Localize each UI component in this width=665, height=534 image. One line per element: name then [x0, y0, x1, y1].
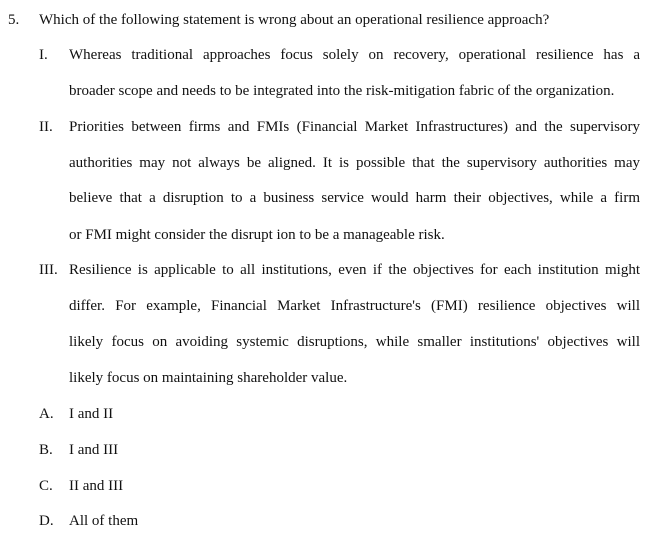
question-number: 5. [8, 12, 20, 28]
option-a-text: I and II [69, 406, 114, 422]
option-a-letter: A. [39, 406, 54, 422]
option-d-text: All of them [69, 513, 139, 529]
option-b-letter: B. [39, 442, 53, 458]
option-c-text: II and III [69, 478, 124, 494]
statement-numeral-ii: II. [39, 119, 53, 135]
statement-i-line-1: Whereas traditional approaches focus solely on recovery, operational resilience has a [69, 47, 640, 63]
statement-ii-line-2: authorities may not always be aligned. It is possible that the supervisory authorities may [69, 155, 640, 171]
statement-i-line-2: broader scope and needs to be integrated into the risk-mitigation fabric of the organization. [69, 83, 615, 99]
statement-numeral-i: I. [39, 47, 48, 63]
question-text: Which of the following statement is wrong about an operational resilience approach? [39, 12, 550, 28]
option-d-letter: D. [39, 513, 54, 529]
statement-ii-line-1: Priorities between firms and FMIs (Financial Market Infrastructures) and the supervisory [69, 119, 640, 135]
option-c-letter: C. [39, 478, 53, 494]
statement-iii-line-1: Resilience is applicable to all institutions, even if the objectives for each institution might [69, 262, 640, 278]
statement-ii-line-4: or FMI might consider the disrupt ion to be a manageable risk. [69, 227, 445, 243]
statement-iii-line-4: likely focus on maintaining shareholder value. [69, 370, 348, 386]
statement-ii-line-3: believe that a disruption to a business service would harm their objectives, while a firm [69, 190, 640, 206]
statement-numeral-iii: III. [39, 262, 58, 278]
option-b-text: I and III [69, 442, 119, 458]
statement-iii-line-3: likely focus on avoiding systemic disruptions, while smaller institutions' objectives will [69, 334, 640, 350]
statement-iii-line-2: differ. For example, Financial Market Infrastructure's (FMI) resilience objectives will [69, 298, 640, 314]
